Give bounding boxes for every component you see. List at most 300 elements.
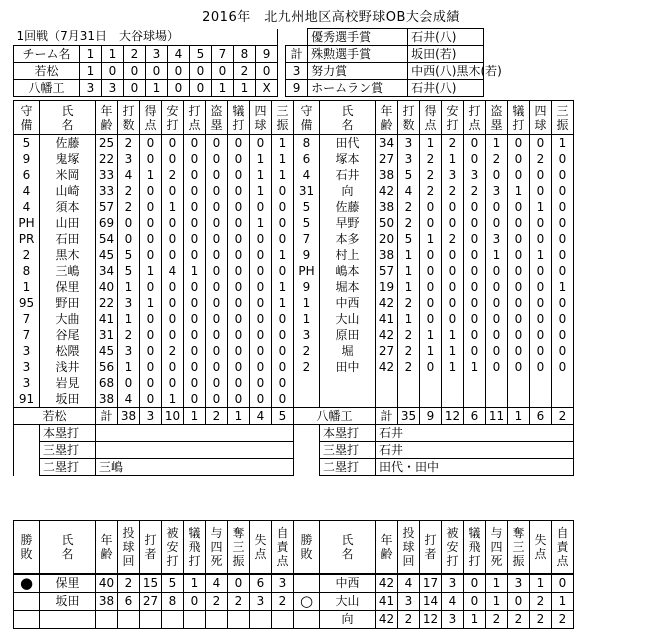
batting-row xyxy=(14,279,574,295)
batting-row xyxy=(14,263,574,279)
batting-total-label: 計 xyxy=(376,408,398,425)
batting-strikeouts: 0 xyxy=(552,295,574,311)
spacer xyxy=(294,425,320,442)
batting-walks: 1 xyxy=(250,151,272,167)
batting-runs: 0 xyxy=(140,183,162,199)
batting-age: 45 xyxy=(96,247,118,263)
batting-pos: 3 xyxy=(14,375,40,391)
batting-player-name: 黒木 xyxy=(40,247,96,263)
pitching-header-8: 奪 三 振 xyxy=(228,521,250,575)
batting-pos: PH xyxy=(294,263,320,279)
batting-rbi: 0 xyxy=(464,151,486,167)
spacer xyxy=(294,442,320,459)
batting-steals xyxy=(486,375,508,391)
batting-walks xyxy=(530,391,552,408)
pitching-earned-runs: 1 xyxy=(552,593,574,611)
extra-hit-players xyxy=(96,425,294,442)
inning-header: 2 xyxy=(124,46,146,63)
award-label: 努力賞 xyxy=(308,63,408,80)
batting-runs: 0 xyxy=(420,263,442,279)
pitching-sac xyxy=(184,611,206,629)
pitching-runs: 2 xyxy=(530,611,552,629)
batting-age: 33 xyxy=(96,183,118,199)
batting-player-name: 石井 xyxy=(320,167,376,183)
batting-header-8: 犠 打 xyxy=(228,101,250,135)
batting-header-5: 安 打 xyxy=(162,101,184,135)
batting-runs: 0 xyxy=(140,199,162,215)
batting-strikeouts: 1 xyxy=(272,247,294,263)
batting-walks: 0 xyxy=(250,231,272,247)
batting-hits: 0 xyxy=(162,247,184,263)
batting-steals: 1 xyxy=(486,135,508,152)
batting-at-bats: 1 xyxy=(398,311,420,327)
batting-row xyxy=(14,359,574,375)
award-value: 石井(八) xyxy=(408,80,484,97)
batting-age: 42 xyxy=(376,327,398,343)
batting-header-4: 得 点 xyxy=(140,101,162,135)
batting-rbi: 0 xyxy=(184,343,206,359)
pitching-header-7: 与 四 死 xyxy=(486,521,508,575)
batting-pos: 3 xyxy=(14,359,40,375)
award-value: 中西(八)黒木(若) xyxy=(408,63,484,80)
batting-runs: 0 xyxy=(140,247,162,263)
batting-sacrifice: 0 xyxy=(228,215,250,231)
batting-header-9: 四 球 xyxy=(530,101,552,135)
batting-hits: 0 xyxy=(162,327,184,343)
batting-strikeouts: 0 xyxy=(552,343,574,359)
batting-age xyxy=(376,375,398,391)
spacer xyxy=(278,46,286,63)
batting-pos: 9 xyxy=(14,151,40,167)
batting-row xyxy=(14,343,574,359)
batting-at-bats: 3 xyxy=(398,135,420,152)
batting-player-name: 野田 xyxy=(40,295,96,311)
pitching-runs: 3 xyxy=(250,593,272,611)
batting-steals xyxy=(486,391,508,408)
batting-player-name: 坂田 xyxy=(40,391,96,408)
inning-score: 1 xyxy=(234,80,256,97)
batting-steals: 0 xyxy=(206,311,228,327)
batting-at-bats xyxy=(398,391,420,408)
batting-at-bats: 2 xyxy=(398,295,420,311)
batting-strikeouts: 0 xyxy=(552,263,574,279)
spacer xyxy=(278,29,308,46)
batting-steals: 0 xyxy=(206,391,228,408)
batting-sacrifice: 0 xyxy=(508,359,530,375)
batting-pos: 4 xyxy=(14,199,40,215)
batting-pos: 7 xyxy=(14,327,40,343)
batting-at-bats: 2 xyxy=(398,215,420,231)
batting-hits: 0 xyxy=(442,247,464,263)
batting-pos xyxy=(294,375,320,391)
batting-walks: 0 xyxy=(250,343,272,359)
batting-hits: 2 xyxy=(442,231,464,247)
batting-hits: 0 xyxy=(162,311,184,327)
batting-at-bats: 1 xyxy=(398,247,420,263)
batting-rbi xyxy=(464,375,486,391)
batting-age: 19 xyxy=(376,279,398,295)
extra-hit-label: 三塁打 xyxy=(40,442,96,459)
batting-header-2: 年 齢 xyxy=(96,101,118,135)
batting-player-name: 田中 xyxy=(320,359,376,375)
batting-pos: 4 xyxy=(294,167,320,183)
batting-sacrifice: 0 xyxy=(508,199,530,215)
batting-header-10: 三 振 xyxy=(552,101,574,135)
batting-age: 57 xyxy=(376,263,398,279)
batting-sacrifice: 0 xyxy=(508,231,530,247)
batting-walks: 0 xyxy=(530,311,552,327)
batting-player-name: 鬼塚 xyxy=(40,151,96,167)
batting-at-bats: 3 xyxy=(118,343,140,359)
batting-age: 38 xyxy=(96,391,118,408)
pitching-walks: 4 xyxy=(206,574,228,593)
pitching-row xyxy=(14,574,574,593)
batting-sacrifice: 0 xyxy=(228,311,250,327)
batting-sacrifice: 0 xyxy=(228,263,250,279)
batting-pos: 91 xyxy=(14,391,40,408)
batting-header-1: 氏 名 xyxy=(320,101,376,135)
pitching-sac: 1 xyxy=(464,611,486,629)
batting-rbi: 0 xyxy=(184,247,206,263)
batting-sacrifice: 0 xyxy=(228,199,250,215)
batting-steals: 0 xyxy=(206,135,228,152)
batting-total-label: 計 xyxy=(96,408,118,425)
batting-hits: 1 xyxy=(162,391,184,408)
batting-hits: 0 xyxy=(162,359,184,375)
batting-rbi: 0 xyxy=(184,391,206,408)
batting-pos: 5 xyxy=(294,199,320,215)
batting-strikeouts: 0 xyxy=(272,199,294,215)
inning-score: 0 xyxy=(190,63,212,80)
pitching-runs: 2 xyxy=(530,593,552,611)
batting-at-bats: 0 xyxy=(118,231,140,247)
batting-strikeouts: 0 xyxy=(552,183,574,199)
batting-header-8: 犠 打 xyxy=(508,101,530,135)
pitching-strikeouts xyxy=(228,611,250,629)
batting-age: 38 xyxy=(376,199,398,215)
batting-walks: 1 xyxy=(250,215,272,231)
inning-score: 0 xyxy=(102,63,124,80)
batting-sacrifice: 1 xyxy=(508,183,530,199)
batting-walks: 0 xyxy=(530,167,552,183)
batting-steals: 0 xyxy=(486,279,508,295)
extra-hit-players xyxy=(96,442,294,459)
batting-row xyxy=(14,231,574,247)
spacer xyxy=(14,425,40,442)
linescore-total-header: 計 xyxy=(286,46,308,63)
batting-hits: 1 xyxy=(442,151,464,167)
extra-hit-row xyxy=(14,459,574,476)
batting-at-bats: 2 xyxy=(398,359,420,375)
batting-steals: 0 xyxy=(486,311,508,327)
spacer xyxy=(14,442,40,459)
extra-hit-label: 本塁打 xyxy=(320,425,376,442)
batting-sacrifice: 0 xyxy=(228,327,250,343)
batting-runs: 1 xyxy=(420,343,442,359)
pitching-header-1: 氏 名 xyxy=(40,521,96,575)
batting-pos: PR xyxy=(14,231,40,247)
inning-header: 4 xyxy=(168,46,190,63)
batting-sacrifice: 0 xyxy=(508,343,530,359)
batting-row xyxy=(14,295,574,311)
batting-total-row xyxy=(14,408,574,425)
batting-age: 56 xyxy=(96,359,118,375)
batting-runs: 0 xyxy=(420,199,442,215)
batting-pos: 2 xyxy=(14,247,40,263)
batting-rbi: 0 xyxy=(464,231,486,247)
batting-total-value: 4 xyxy=(250,408,272,425)
batting-age: 27 xyxy=(376,343,398,359)
pitching-decision xyxy=(14,593,40,611)
batting-at-bats: 3 xyxy=(398,151,420,167)
pitching-header-5: 被 安 打 xyxy=(442,521,464,575)
batting-hits: 0 xyxy=(162,183,184,199)
batting-total-value: 9 xyxy=(420,408,442,425)
pitching-header-10: 自 責 点 xyxy=(552,521,574,575)
batting-rbi: 0 xyxy=(184,279,206,295)
pitching-sac: 0 xyxy=(464,574,486,593)
batting-steals: 0 xyxy=(206,167,228,183)
batting-row xyxy=(14,311,574,327)
batting-runs: 0 xyxy=(420,359,442,375)
batting-walks: 0 xyxy=(250,279,272,295)
inning-header: 9 xyxy=(256,46,278,63)
award-label: ホームラン賞 xyxy=(308,80,408,97)
batting-strikeouts: 1 xyxy=(272,151,294,167)
award-value: 坂田(若) xyxy=(408,46,484,63)
batting-at-bats: 1 xyxy=(118,311,140,327)
batting-player-name: 大山 xyxy=(320,311,376,327)
pitching-decision: ● xyxy=(14,574,40,593)
batting-at-bats xyxy=(398,375,420,391)
batting-strikeouts: 0 xyxy=(552,215,574,231)
batting-steals: 0 xyxy=(486,215,508,231)
batting-rbi: 0 xyxy=(184,151,206,167)
batting-total-value: 3 xyxy=(140,408,162,425)
batting-pos: 5 xyxy=(294,215,320,231)
batting-hits: 0 xyxy=(162,151,184,167)
batting-rbi: 0 xyxy=(464,135,486,152)
batting-rbi: 0 xyxy=(464,343,486,359)
batting-walks: 0 xyxy=(530,135,552,152)
batting-player-name: 山崎 xyxy=(40,183,96,199)
inning-score: 1 xyxy=(212,80,234,97)
batting-hits: 0 xyxy=(442,215,464,231)
batting-age: 38 xyxy=(376,167,398,183)
pitching-pitcher-name: 保里 xyxy=(40,574,96,593)
batting-strikeouts: 0 xyxy=(552,167,574,183)
pitching-age: 38 xyxy=(96,593,118,611)
pitching-sac: 0 xyxy=(184,593,206,611)
batting-steals: 0 xyxy=(486,199,508,215)
extra-hit-row xyxy=(14,442,574,459)
pitching-walks: 1 xyxy=(486,593,508,611)
extra-hit-label: 本塁打 xyxy=(40,425,96,442)
batting-hits: 0 xyxy=(442,279,464,295)
batting-strikeouts xyxy=(552,391,574,408)
batting-rbi xyxy=(464,391,486,408)
pitching-pitcher-name: 大山 xyxy=(320,593,376,611)
linescore-table xyxy=(13,28,502,97)
batting-at-bats: 2 xyxy=(398,343,420,359)
batting-pos: 31 xyxy=(294,183,320,199)
batting-at-bats: 2 xyxy=(398,199,420,215)
batting-player-name: 佐藤 xyxy=(320,199,376,215)
batting-hits: 0 xyxy=(442,199,464,215)
batting-row xyxy=(14,215,574,231)
batting-total-value: 5 xyxy=(272,408,294,425)
extra-hit-players: 石井 xyxy=(376,425,574,442)
batting-table xyxy=(13,100,574,476)
batting-walks: 0 xyxy=(530,343,552,359)
batting-age: 22 xyxy=(96,151,118,167)
pitching-header-4: 打 者 xyxy=(140,521,162,575)
batting-sacrifice: 0 xyxy=(228,183,250,199)
batting-header-3: 打 数 xyxy=(118,101,140,135)
pitching-batters: 17 xyxy=(420,574,442,593)
linescore-total: 3 xyxy=(286,63,308,80)
batting-runs: 0 xyxy=(140,215,162,231)
batting-steals: 2 xyxy=(486,151,508,167)
batting-strikeouts: 0 xyxy=(272,359,294,375)
batting-header-10: 三 振 xyxy=(272,101,294,135)
batting-rbi: 0 xyxy=(184,231,206,247)
batting-pos: 1 xyxy=(294,311,320,327)
batting-strikeouts: 0 xyxy=(272,231,294,247)
batting-steals: 0 xyxy=(486,343,508,359)
pitching-runs: 6 xyxy=(250,574,272,593)
batting-age: 25 xyxy=(96,135,118,152)
batting-rbi: 0 xyxy=(184,215,206,231)
batting-walks: 0 xyxy=(250,327,272,343)
batting-player-name: 中西 xyxy=(320,295,376,311)
batting-header-5: 安 打 xyxy=(442,101,464,135)
pitching-walks: 1 xyxy=(486,574,508,593)
inning-score: 0 xyxy=(146,63,168,80)
batting-total-value: 38 xyxy=(118,408,140,425)
batting-player-name: 須本 xyxy=(40,199,96,215)
batting-at-bats: 2 xyxy=(398,327,420,343)
inning-score: 2 xyxy=(234,63,256,80)
batting-walks: 0 xyxy=(250,391,272,408)
pitching-earned-runs: 3 xyxy=(272,574,294,593)
inning-score: 0 xyxy=(212,63,234,80)
batting-steals: 0 xyxy=(206,327,228,343)
batting-row xyxy=(14,183,574,199)
batting-pos: 9 xyxy=(294,247,320,263)
batting-age: 41 xyxy=(96,311,118,327)
extra-hit-label: 三塁打 xyxy=(320,442,376,459)
batting-pos: 95 xyxy=(14,295,40,311)
batting-player-name: 石田 xyxy=(40,231,96,247)
batting-sacrifice: 0 xyxy=(228,375,250,391)
batting-runs: 1 xyxy=(420,231,442,247)
batting-runs: 1 xyxy=(140,295,162,311)
batting-walks: 0 xyxy=(250,199,272,215)
batting-sacrifice: 0 xyxy=(508,247,530,263)
batting-rbi: 0 xyxy=(464,215,486,231)
pitching-header-5: 被 安 打 xyxy=(162,521,184,575)
inning-header: 1 xyxy=(102,46,124,63)
pitching-strikeouts: 3 xyxy=(508,574,530,593)
linescore-team: 八幡工 xyxy=(14,80,80,97)
batting-total-value: 12 xyxy=(442,408,464,425)
pitching-runs xyxy=(250,611,272,629)
pitching-earned-runs: 0 xyxy=(552,574,574,593)
batting-steals: 0 xyxy=(206,231,228,247)
batting-age: 22 xyxy=(96,295,118,311)
batting-hits: 2 xyxy=(442,183,464,199)
pitching-header-9: 失 点 xyxy=(530,521,552,575)
pitching-header-6: 犠 飛 打 xyxy=(464,521,486,575)
batting-pos: 9 xyxy=(294,279,320,295)
pitching-batters: 27 xyxy=(140,593,162,611)
batting-at-bats: 1 xyxy=(398,263,420,279)
batting-pos: 7 xyxy=(14,311,40,327)
batting-strikeouts: 1 xyxy=(272,279,294,295)
batting-total-value: 1 xyxy=(184,408,206,425)
inning-score: 3 xyxy=(80,80,102,97)
batting-sacrifice: 0 xyxy=(508,279,530,295)
batting-age: 54 xyxy=(96,231,118,247)
pitching-batters: 12 xyxy=(420,611,442,629)
pitching-header-2: 年 齢 xyxy=(376,521,398,575)
batting-row xyxy=(14,247,574,263)
linescore-row xyxy=(14,80,484,97)
batting-player-name: 松隈 xyxy=(40,343,96,359)
batting-pos: 3 xyxy=(14,343,40,359)
batting-row xyxy=(14,391,574,408)
pitching-earned-runs: 2 xyxy=(272,593,294,611)
batting-walks: 0 xyxy=(530,327,552,343)
pitching-header-10: 自 責 点 xyxy=(272,521,294,575)
batting-rbi: 0 xyxy=(184,167,206,183)
batting-total-value: 6 xyxy=(530,408,552,425)
batting-rbi: 0 xyxy=(184,327,206,343)
batting-player-name: 米岡 xyxy=(40,167,96,183)
batting-walks: 0 xyxy=(530,295,552,311)
batting-steals: 0 xyxy=(486,263,508,279)
linescore-header-row xyxy=(14,46,484,63)
pitching-strikeouts: 0 xyxy=(508,593,530,611)
batting-at-bats: 2 xyxy=(118,199,140,215)
linescore-total: 9 xyxy=(286,80,308,97)
batting-steals: 0 xyxy=(206,279,228,295)
batting-runs: 2 xyxy=(420,183,442,199)
batting-steals: 0 xyxy=(206,295,228,311)
batting-rbi: 0 xyxy=(184,375,206,391)
batting-rbi: 1 xyxy=(464,359,486,375)
pitching-row xyxy=(14,611,574,629)
batting-age: 38 xyxy=(376,247,398,263)
batting-walks: 0 xyxy=(250,311,272,327)
inning-header: 3 xyxy=(146,46,168,63)
pitching-hits-allowed: 5 xyxy=(162,574,184,593)
batting-steals: 3 xyxy=(486,183,508,199)
inning-header: 5 xyxy=(190,46,212,63)
batting-header-2: 年 齢 xyxy=(376,101,398,135)
pitching-innings: 6 xyxy=(118,593,140,611)
batting-walks: 1 xyxy=(530,247,552,263)
batting-runs: 0 xyxy=(420,311,442,327)
batting-sacrifice: 0 xyxy=(228,295,250,311)
batting-runs: 0 xyxy=(140,327,162,343)
inning-score: 3 xyxy=(102,80,124,97)
inning-score: 0 xyxy=(256,63,278,80)
pitching-earned-runs xyxy=(272,611,294,629)
pitching-batters: 15 xyxy=(140,574,162,593)
batting-steals: 0 xyxy=(486,167,508,183)
